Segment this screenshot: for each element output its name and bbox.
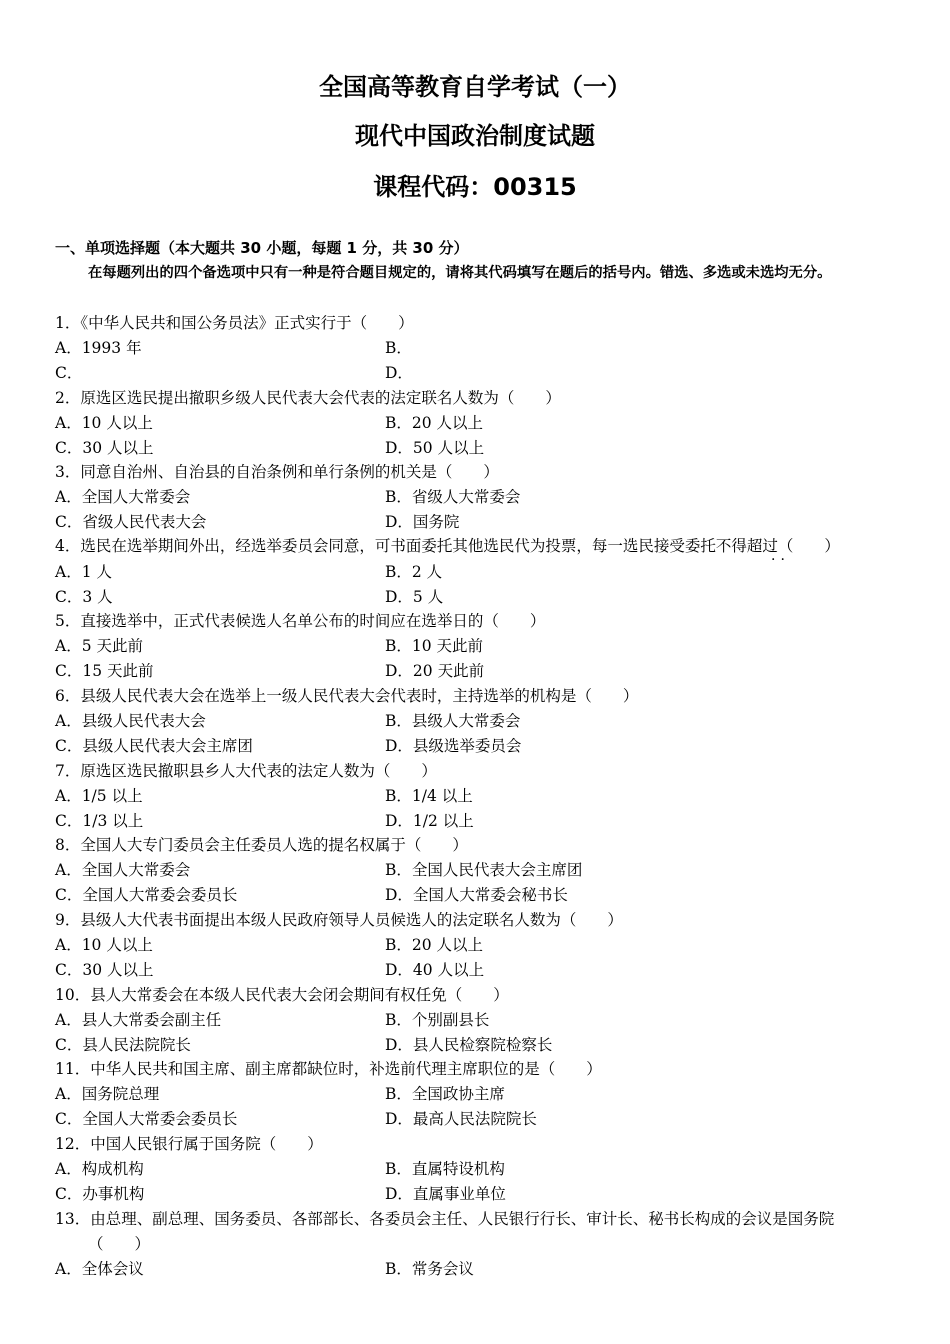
question-stem: 11．中华人民共和国主席、副主席都缺位时，补选前代理主席职位的是（ ）	[55, 1060, 602, 1078]
option-d: D．最高人民法院院长	[385, 1110, 537, 1128]
option-b: B．全国人民代表大会主席团	[385, 861, 583, 879]
option-b: B．直属特设机构	[385, 1160, 505, 1178]
option-c: C．全国人大常委会委员长	[55, 886, 238, 904]
option-a: A．5 天此前	[55, 637, 143, 655]
option-d: D．直属事业单位	[385, 1185, 506, 1203]
option-d: D．1/2 以上	[385, 812, 474, 830]
option-c: C．1/3 以上	[55, 812, 144, 830]
option-d: D．50 人以上	[385, 439, 485, 457]
question-stem: 7．原选区选民撤职县乡人大代表的法定人数为（ ）	[55, 762, 437, 780]
option-a: A．县人大常委会副主任	[55, 1011, 222, 1029]
option-b: B．10 天此前	[385, 637, 484, 655]
option-c: C．30 人以上	[55, 961, 154, 979]
section-instruction: 在每题列出的四个备选项中只有一种是符合题目规定的，请将其代码填写在题后的括号内。错选、多选或未选均无分。	[88, 265, 832, 281]
option-a: A．1 人	[55, 563, 112, 581]
option-a: A．构成机构	[55, 1160, 144, 1178]
option-c: C．办事机构	[55, 1185, 145, 1203]
option-a: A．全国人大常委会	[55, 861, 191, 879]
option-d: D．国务院	[385, 513, 460, 531]
option-b: B．省级人大常委会	[385, 488, 521, 506]
option-c: C．3 人	[55, 588, 113, 606]
question-stem: 5．直接选举中，正式代表候选人名单公布的时间应在选举日的（ ）	[55, 612, 546, 630]
option-a: A．10 人以上	[55, 936, 153, 954]
question-stem: 9．县级人大代表书面提出本级人民政府领导人员候选人的法定联名人数为（ ）	[55, 911, 623, 929]
section-heading: 一、单项选择题（本大题共 30 小题，每题 1 分，共 30 分）	[55, 239, 469, 257]
option-a: A．全体会议	[55, 1260, 144, 1278]
question-stem: 12．中国人民银行属于国务院（ ）	[55, 1135, 323, 1153]
option-d: D．全国人大常委会秘书长	[385, 886, 568, 904]
question-stem: 2．原选区选民提出撤职乡级人民代表大会代表的法定联名人数为（ ）	[55, 389, 561, 407]
option-c: C．	[55, 364, 83, 382]
question-stem: 6．县级人民代表大会在选举上一级人民代表大会代表时，主持选举的机构是（ ）	[55, 687, 639, 705]
question-stem: 10．县人大常委会在本级人民代表大会闭会期间有权任免（ ）	[55, 986, 509, 1004]
exam-title: 全国高等教育自学考试（一）	[319, 73, 631, 101]
option-c: C．30 人以上	[55, 439, 154, 457]
option-d: D．20 天此前	[385, 662, 485, 680]
option-b: B．20 人以上	[385, 414, 484, 432]
option-c: C．全国人大常委会委员长	[55, 1110, 238, 1128]
option-c: C．县级人民代表大会主席团	[55, 737, 253, 755]
option-a: A．1/5 以上	[55, 787, 143, 805]
option-b: B．全国政协主席	[385, 1085, 505, 1103]
option-d: D．	[385, 364, 413, 382]
option-d: D．县级选举委员会	[385, 737, 522, 755]
subject-title: 现代中国政治制度试题	[355, 122, 595, 150]
option-b: B．20 人以上	[385, 936, 484, 954]
option-a: A．1993 年	[55, 339, 142, 357]
option-b: B．	[385, 339, 412, 357]
option-b: B．常务会议	[385, 1260, 474, 1278]
option-c: C．省级人民代表大会	[55, 513, 207, 531]
emphasis-dots: ··	[771, 552, 790, 568]
question-stem: 3．同意自治州、自治县的自治条例和单行条例的机关是（ ）	[55, 463, 499, 481]
option-a: A．全国人大常委会	[55, 488, 191, 506]
option-b: B．个别副县长	[385, 1011, 490, 1029]
question-stem: 8．全国人大专门委员会主任委员人选的提名权属于（ ）	[55, 836, 468, 854]
option-c: C．县人民法院院长	[55, 1036, 191, 1054]
course-code: 课程代码：00315	[373, 173, 577, 201]
option-a: A．国务院总理	[55, 1085, 160, 1103]
question-stem: 13．由总理、副总理、国务委员、各部部长、各委员会主任、人民银行行长、审计长、秘书长构成的会议是国务院	[55, 1210, 835, 1228]
question-stem: 4．选民在选举期间外出，经选举委员会同意，可书面委托其他选民代为投票，每一选民接受委托不得超过（ ）	[55, 537, 840, 555]
option-d: D．县人民检察院检察长	[385, 1036, 553, 1054]
option-d: D．40 人以上	[385, 961, 485, 979]
option-d: D．5 人	[385, 588, 444, 606]
option-b: B．县级人大常委会	[385, 712, 521, 730]
option-a: A．10 人以上	[55, 414, 153, 432]
option-a: A．县级人民代表大会	[55, 712, 206, 730]
option-c: C．15 天此前	[55, 662, 154, 680]
option-b: B．1/4 以上	[385, 787, 473, 805]
option-b: B．2 人	[385, 563, 443, 581]
question-stem: 1．《中华人民共和国公务员法》正式实行于（ ）	[55, 314, 414, 332]
question-stem-continued: （ ）	[88, 1235, 151, 1253]
